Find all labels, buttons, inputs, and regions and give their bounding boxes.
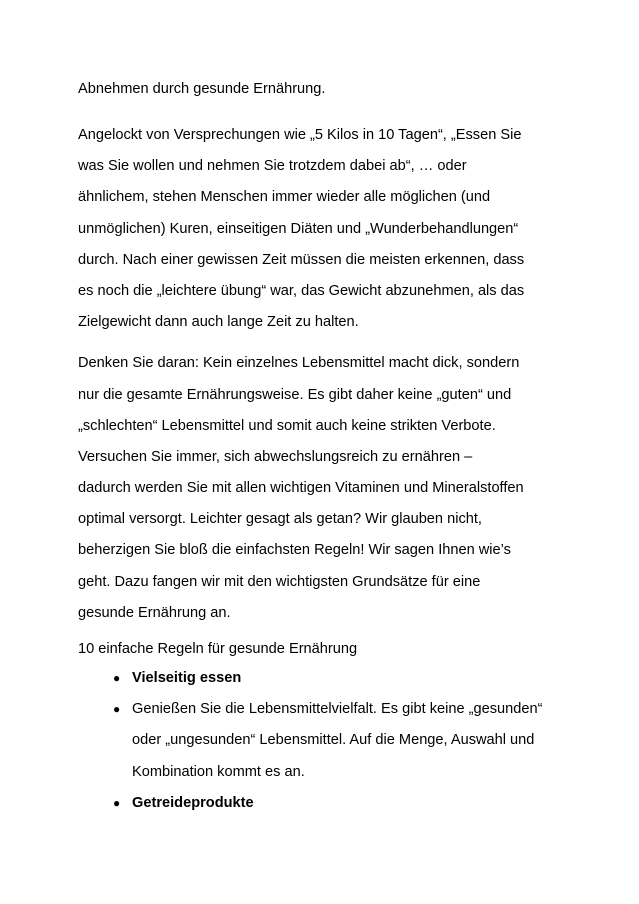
list-item-text: Kombination kommt es an. [132, 763, 305, 780]
text-line: nur die gesamte Ernährungsweise. Es gibt daher keine „guten“ und [78, 386, 512, 403]
text-line: durch. Nach einer gewissen Zeit müssen die meisten erkennen, dass [78, 251, 525, 268]
paragraph-advice [78, 348, 578, 629]
text-line: geht. Dazu fangen wir mit den wichtigsten Grundsätze für eine [78, 573, 481, 590]
text-line: Angelockt von Versprechungen wie „5 Kilos in 10 Tagen“, „Essen Sie [78, 127, 522, 143]
text-line: Zielgewicht dann auch lange Zeit zu halten. [78, 314, 359, 331]
list-item-text: Vielseitig essen [132, 670, 242, 686]
text-line: ähnlichem, stehen Menschen immer wieder alle möglichen (und [78, 189, 491, 206]
list-item-text: Getreideprodukte [132, 794, 254, 811]
text-line: optimal versorgt. Leichter gesagt als getan? Wir glauben nicht, [78, 511, 482, 528]
bullet-icon: ● [113, 671, 121, 685]
bullet-icon: ● [113, 702, 121, 717]
section-heading: 10 einfache Regeln für gesunde Ernährung [78, 641, 358, 657]
text-line: „schlechten“ Lebensmittel und somit auch keine strikten Verbote. [78, 417, 496, 434]
text-line: es noch die „leichtere übung“ war, das Gewicht abzunehmen, als das [78, 282, 525, 299]
list-item [78, 694, 578, 788]
bullet-icon: ● [113, 795, 121, 810]
rules-list [78, 663, 578, 819]
document-page [78, 79, 578, 819]
document-title: Abnehmen durch gesunde Ernährung. [78, 81, 326, 97]
text-line: gesunde Ernährung an. [78, 604, 231, 621]
list-item [78, 788, 578, 819]
text-line: Versuchen Sie immer, sich abwechslungsreich zu ernähren – [78, 448, 473, 465]
paragraph-intro [78, 120, 578, 338]
text-line: Denken Sie daran: Kein einzelnes Lebensmittel macht dick, sondern [78, 355, 520, 372]
list-item-text: oder „ungesunden“ Lebensmittel. Auf die Menge, Auswahl und [132, 732, 535, 749]
list-item [78, 663, 578, 694]
list-item-text: Genießen Sie die Lebensmittelvielfalt. Es gibt keine „gesunden“ [132, 701, 543, 718]
text-line: dadurch werden Sie mit allen wichtigen Vitaminen und Mineralstoffen [78, 480, 524, 497]
text-line: unmöglichen) Kuren, einseitigen Diäten und „Wunderbehandlungen“ [78, 220, 519, 237]
text-line: was Sie wollen und nehmen Sie trotzdem dabei ab“, … oder [78, 158, 467, 175]
text-line: beherzigen Sie bloß die einfachsten Regeln! Wir sagen Ihnen wie’s [78, 542, 511, 559]
